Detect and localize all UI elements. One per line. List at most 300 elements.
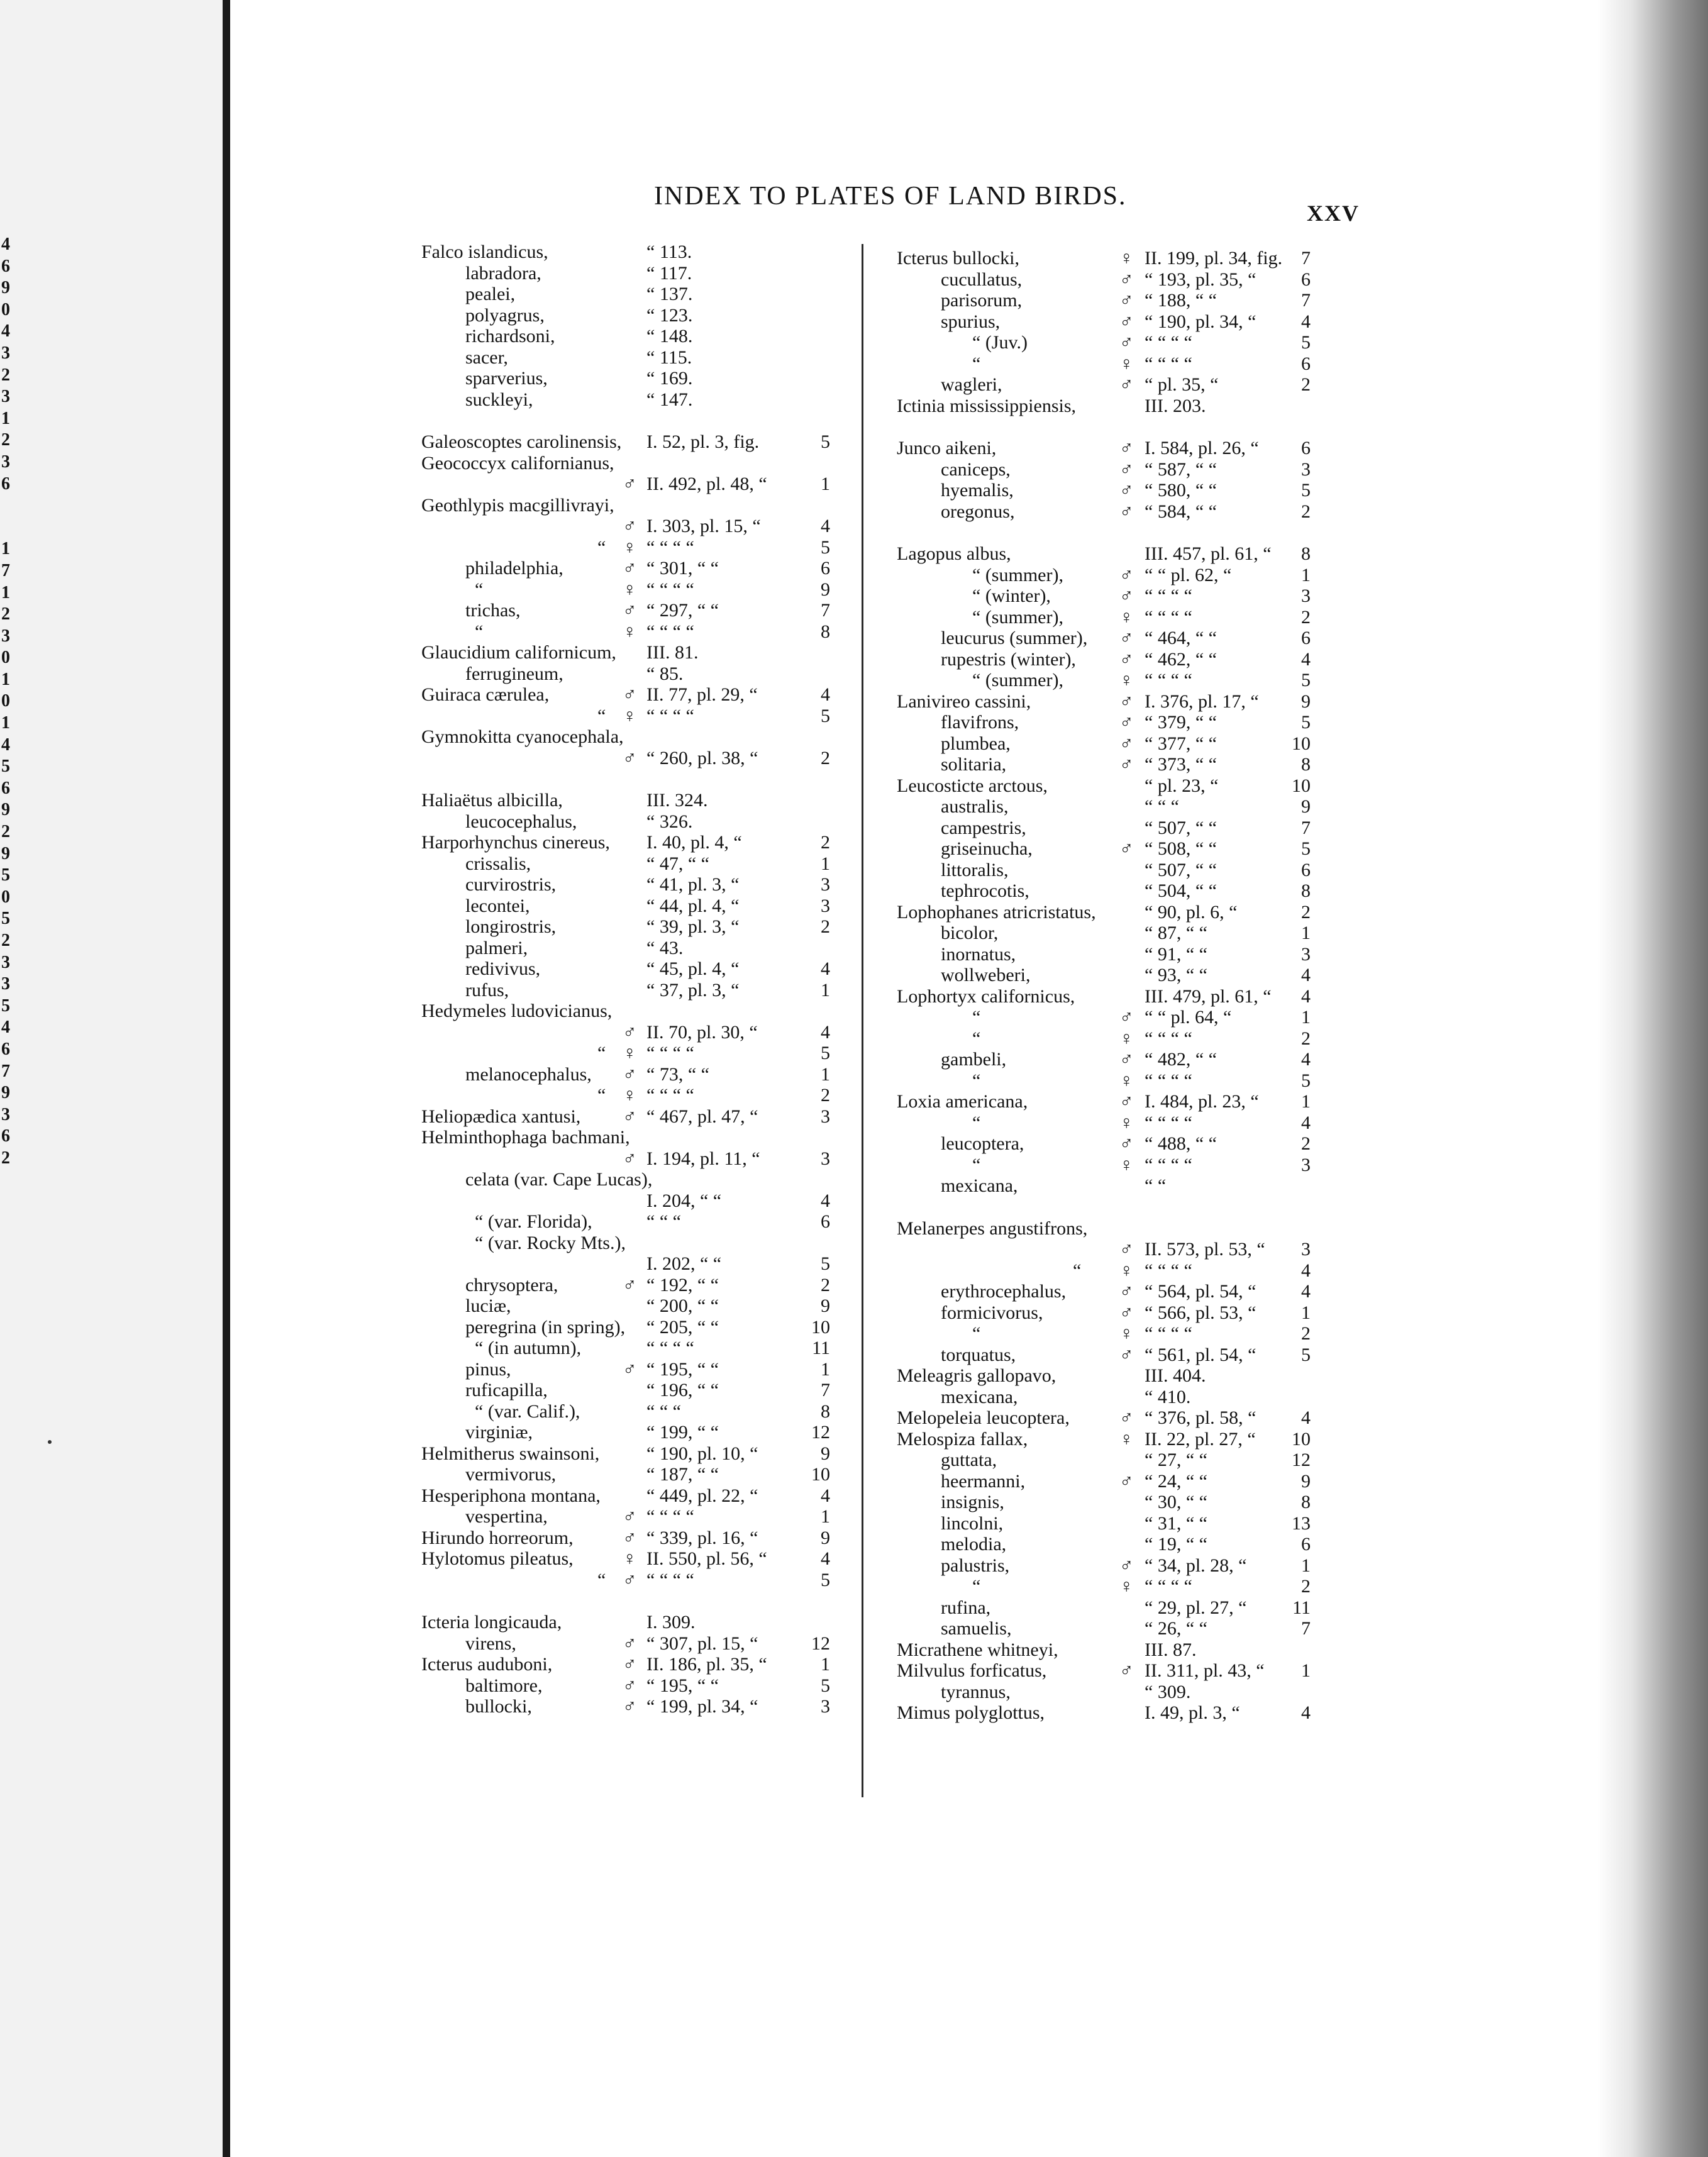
species-name: “ xyxy=(972,1576,981,1597)
figure-number: 12 xyxy=(811,1422,830,1443)
plate-reference: “ 187, “ “ xyxy=(646,1464,719,1485)
figure-number: 8 xyxy=(821,621,830,642)
spine-number: 1 xyxy=(1,539,10,559)
plate-reference: “ “ “ “ xyxy=(1145,332,1192,353)
figure-number: 2 xyxy=(1301,1133,1311,1154)
male-symbol: ♂ xyxy=(1119,311,1134,332)
plate-reference: “ 199, pl. 34, “ xyxy=(646,1696,758,1717)
index-entry xyxy=(865,733,1343,755)
plate-reference: “ 195, “ “ xyxy=(646,1358,719,1380)
male-symbol: ♂ xyxy=(1119,1302,1134,1323)
species-name: Galeoscoptes carolinensis, xyxy=(421,431,622,452)
plate-reference: II. 186, pl. 35, “ xyxy=(646,1654,767,1675)
spine-number: 1 xyxy=(1,713,10,733)
plate-reference: “ 561, pl. 54, “ xyxy=(1145,1344,1256,1365)
index-entry xyxy=(384,621,862,643)
index-entry xyxy=(865,1281,1343,1302)
species-name: crissalis, xyxy=(465,853,531,874)
figure-number: 5 xyxy=(1301,1070,1311,1091)
figure-number: 5 xyxy=(1301,670,1311,690)
figure-number: 6 xyxy=(1301,1534,1311,1555)
figure-number: 5 xyxy=(1301,838,1311,859)
species-name: “ xyxy=(1073,1260,1082,1281)
index-entry xyxy=(384,1211,862,1233)
index-entry xyxy=(384,326,862,347)
species-name: pinus, xyxy=(465,1358,511,1380)
figure-number: 4 xyxy=(821,1021,830,1043)
plate-reference: III. 404. xyxy=(1145,1365,1206,1386)
figure-number: 3 xyxy=(821,1696,830,1717)
plate-reference: “ 37, pl. 3, “ xyxy=(646,979,740,1001)
species-name: Lanivireo cassini, xyxy=(897,690,1031,712)
plate-reference: “ 44, pl. 4, “ xyxy=(646,895,740,916)
figure-number: 1 xyxy=(821,853,830,874)
figure-number: 2 xyxy=(1301,1576,1311,1597)
index-entry xyxy=(384,706,862,727)
species-name: Guiraca cærulea, xyxy=(421,684,550,705)
index-entry xyxy=(384,453,862,474)
figure-number: 3 xyxy=(821,1106,830,1127)
species-name: parisorum, xyxy=(941,290,1023,311)
index-entry xyxy=(865,1112,1343,1134)
male-symbol: ♂ xyxy=(623,1021,637,1043)
index-entry xyxy=(384,1675,862,1697)
figure-number: 12 xyxy=(1292,1450,1311,1470)
figure-number: 1 xyxy=(821,1063,830,1085)
plate-reference: “ 19, “ “ xyxy=(1145,1534,1207,1555)
index-entry xyxy=(384,853,862,875)
male-symbol: ♂ xyxy=(623,1675,637,1696)
species-name: Glaucidium californicum, xyxy=(421,642,616,663)
plate-reference: “ 113. xyxy=(646,241,692,262)
species-name: richardsoni, xyxy=(465,326,555,347)
figure-number: 9 xyxy=(1301,796,1311,817)
index-entry xyxy=(865,1702,1343,1724)
male-symbol: ♂ xyxy=(623,1633,637,1654)
plate-reference: “ 43. xyxy=(646,937,684,958)
plate-reference: “ “ xyxy=(1145,1175,1167,1196)
spine-number: 4 xyxy=(1,735,10,755)
plate-reference: “ “ “ “ xyxy=(646,1569,694,1590)
figure-number: 4 xyxy=(1301,985,1311,1007)
index-entry xyxy=(865,480,1343,501)
species-name: caniceps, xyxy=(941,458,1011,480)
index-entry xyxy=(865,1534,1343,1555)
index-entry xyxy=(865,1260,1343,1282)
plate-reference: “ 373, “ “ xyxy=(1145,754,1217,775)
index-entry xyxy=(384,516,862,537)
index-entry xyxy=(865,1513,1343,1534)
plate-reference: “ 196, “ “ xyxy=(646,1380,719,1400)
figure-number: 1 xyxy=(1301,1660,1311,1681)
species-name: Mimus polyglottus, xyxy=(897,1702,1045,1723)
species-name: campestris, xyxy=(941,817,1026,838)
spine-number: 3 xyxy=(1,626,10,646)
index-entry xyxy=(384,726,862,748)
plate-reference: “ 584, “ “ xyxy=(1145,501,1217,522)
plate-reference: “ 580, “ “ xyxy=(1145,480,1217,501)
plate-reference: II. 550, pl. 56, “ xyxy=(646,1548,767,1569)
species-name: “ xyxy=(972,1323,981,1344)
male-symbol: ♂ xyxy=(1119,1470,1134,1492)
male-symbol: ♂ xyxy=(1119,374,1134,395)
index-entry xyxy=(384,1443,862,1465)
species-name: tyrannus, xyxy=(941,1681,1011,1702)
figure-number: 2 xyxy=(821,916,830,937)
figure-number: 10 xyxy=(811,1464,830,1485)
female-symbol: ♀ xyxy=(1119,1576,1134,1597)
figure-number: 8 xyxy=(821,1400,830,1422)
species-name: Micrathene whitneyi, xyxy=(897,1639,1058,1660)
species-name: polyagrus, xyxy=(465,304,545,326)
male-symbol: ♂ xyxy=(1119,690,1134,712)
index-entry xyxy=(384,1253,862,1275)
figure-number: 2 xyxy=(821,747,830,768)
species-name: sacer, xyxy=(465,347,508,368)
index-entry xyxy=(865,501,1343,523)
plate-reference: “ “ “ “ xyxy=(1145,1576,1192,1597)
plate-reference: “ 27, “ “ xyxy=(1145,1450,1207,1470)
male-symbol: ♂ xyxy=(1119,1007,1134,1028)
index-entry xyxy=(384,1001,862,1022)
index-entry xyxy=(865,1155,1343,1176)
figure-number: 1 xyxy=(1301,1091,1311,1112)
species-name: Loxia americana, xyxy=(897,1091,1028,1112)
index-entry xyxy=(865,1175,1343,1197)
figure-number: 4 xyxy=(821,958,830,979)
index-entry xyxy=(865,374,1343,396)
figure-number: 1 xyxy=(1301,1007,1311,1028)
species-name: Hesperiphona montana, xyxy=(421,1485,601,1506)
page-edge-shadow xyxy=(1597,0,1708,2157)
species-name: chrysoptera, xyxy=(465,1274,558,1295)
figure-number: 4 xyxy=(821,1485,830,1506)
index-entry xyxy=(384,558,862,579)
male-symbol: ♂ xyxy=(1119,754,1134,775)
species-name: “ (summer), xyxy=(972,564,1063,585)
male-symbol: ♂ xyxy=(623,516,637,536)
species-name: bicolor, xyxy=(941,923,999,943)
male-symbol: ♂ xyxy=(623,1569,637,1590)
species-name: Hylotomus pileatus, xyxy=(421,1548,574,1569)
plate-reference: “ 117. xyxy=(646,262,692,284)
figure-number: 1 xyxy=(821,1506,830,1527)
index-entry xyxy=(865,649,1343,670)
plate-reference: “ “ “ “ xyxy=(1145,1154,1192,1175)
male-symbol: ♂ xyxy=(623,684,637,705)
index-entry xyxy=(865,1555,1343,1577)
figure-number: 9 xyxy=(1301,690,1311,712)
species-name: “ xyxy=(597,1085,606,1106)
plate-reference: “ 377, “ “ xyxy=(1145,733,1217,754)
index-entry xyxy=(384,474,862,495)
species-name: Gymnokitta cyanocephala, xyxy=(421,726,624,747)
figure-number: 4 xyxy=(821,1190,830,1211)
figure-number: 3 xyxy=(1301,943,1311,965)
plate-reference: “ 199, “ “ xyxy=(646,1422,719,1443)
figure-number: 5 xyxy=(821,1675,830,1696)
plate-reference: “ 147. xyxy=(646,389,693,410)
index-entry xyxy=(865,1429,1343,1450)
index-entry xyxy=(865,438,1343,459)
plate-reference: “ “ “ “ xyxy=(646,621,694,642)
plate-reference: “ pl. 35, “ xyxy=(1145,374,1219,395)
plate-reference: “ 309. xyxy=(1145,1681,1191,1702)
plate-reference: I. 202, “ “ xyxy=(646,1253,722,1274)
index-column-left xyxy=(384,241,862,1717)
index-entry xyxy=(384,1190,862,1212)
figure-number: 4 xyxy=(1301,311,1311,332)
female-symbol: ♀ xyxy=(1119,1428,1134,1450)
plate-reference: “ 449, pl. 22, “ xyxy=(646,1485,758,1506)
species-name: “ (var. Calif.), xyxy=(475,1400,580,1422)
female-symbol: ♀ xyxy=(1119,248,1134,269)
spine-number: 6 xyxy=(1,474,10,494)
index-entry xyxy=(384,874,862,896)
spine-number: 2 xyxy=(1,931,10,950)
index-entry xyxy=(384,1506,862,1528)
species-name: Icteria longicauda, xyxy=(421,1612,562,1633)
plate-reference: “ 482, “ “ xyxy=(1145,1049,1217,1070)
plate-reference: “ 507, “ “ xyxy=(1145,859,1217,880)
figure-number: 4 xyxy=(821,516,830,536)
index-entry xyxy=(384,1464,862,1485)
species-name: “ xyxy=(972,353,981,374)
figure-number: 7 xyxy=(1301,248,1311,269)
plate-reference: “ 410. xyxy=(1145,1386,1191,1407)
index-entry xyxy=(865,585,1343,607)
species-name: Meleagris gallopavo, xyxy=(897,1365,1056,1386)
index-entry xyxy=(865,712,1343,733)
index-entry xyxy=(384,832,862,853)
plate-reference: “ 24, “ “ xyxy=(1145,1470,1207,1492)
figure-number: 5 xyxy=(1301,480,1311,501)
female-symbol: ♀ xyxy=(1119,670,1134,690)
male-symbol: ♂ xyxy=(623,1358,637,1380)
species-name: longirostris, xyxy=(465,916,557,937)
plate-reference: “ 195, “ “ xyxy=(646,1675,719,1696)
species-name: palmeri, xyxy=(465,937,528,958)
index-entry xyxy=(384,896,862,917)
index-entry xyxy=(384,1148,862,1170)
female-symbol: ♀ xyxy=(1119,1260,1134,1281)
species-name: virens, xyxy=(465,1633,516,1654)
figure-number: 1 xyxy=(1301,1302,1311,1323)
female-symbol: ♀ xyxy=(623,1043,637,1063)
spine-number: 9 xyxy=(1,843,10,863)
spine-number: 7 xyxy=(1,1061,10,1081)
index-entry xyxy=(865,754,1343,775)
index-entry xyxy=(865,880,1343,902)
figure-number: 9 xyxy=(821,1295,830,1316)
male-symbol: ♂ xyxy=(1119,1133,1134,1154)
facing-page-edge xyxy=(0,0,226,2157)
species-name: melanocephalus, xyxy=(465,1063,592,1085)
spine-number: 5 xyxy=(1,909,10,929)
species-name: vespertina, xyxy=(465,1506,548,1527)
plate-reference: “ 193, pl. 35, “ xyxy=(1145,269,1256,290)
species-name: Heliopædica xantusi, xyxy=(421,1106,581,1127)
species-name: bullocki, xyxy=(465,1696,532,1717)
plate-reference: “ “ “ “ xyxy=(1145,585,1192,606)
male-symbol: ♂ xyxy=(1119,332,1134,353)
species-name: “ xyxy=(597,1043,606,1063)
index-entry xyxy=(384,1548,862,1570)
index-entry xyxy=(384,284,862,305)
plate-reference: “ “ “ “ xyxy=(646,536,694,558)
page-number: XXV xyxy=(1307,201,1360,226)
plate-reference: “ 73, “ “ xyxy=(646,1063,709,1085)
index-entry xyxy=(865,1070,1343,1092)
index-entry xyxy=(384,368,862,389)
figure-number: 6 xyxy=(1301,859,1311,880)
spine-number: 7 xyxy=(1,560,10,580)
index-entry xyxy=(865,1597,1343,1619)
index-entry xyxy=(865,923,1343,944)
species-name: solitaria, xyxy=(941,754,1007,775)
plate-reference: “ 301, “ “ xyxy=(646,558,719,579)
male-symbol: ♂ xyxy=(1119,628,1134,648)
index-entry xyxy=(865,248,1343,269)
index-entry xyxy=(384,1275,862,1296)
plate-reference: “ “ “ xyxy=(646,1211,681,1232)
plate-reference: I. 49, pl. 3, “ xyxy=(1145,1702,1240,1723)
figure-number: 2 xyxy=(821,832,830,853)
species-name: oregonus, xyxy=(941,501,1015,522)
species-name: Falco islandicus, xyxy=(421,241,548,262)
species-name: leucurus (summer), xyxy=(941,628,1088,648)
index-entry xyxy=(865,1682,1343,1703)
figure-number: 3 xyxy=(1301,458,1311,480)
plate-reference: “ 326. xyxy=(646,811,693,832)
species-name: Geococcyx californianus, xyxy=(421,452,614,474)
figure-number: 4 xyxy=(1301,1702,1311,1723)
species-name: littoralis, xyxy=(941,859,1009,880)
plate-reference: “ 34, pl. 28, “ xyxy=(1145,1555,1247,1576)
plate-reference: I. 204, “ “ xyxy=(646,1190,722,1211)
figure-number: 1 xyxy=(821,1358,830,1380)
index-entry xyxy=(865,332,1343,353)
spine-number: 0 xyxy=(1,648,10,668)
male-symbol: ♂ xyxy=(623,1148,637,1169)
spine-number: 0 xyxy=(1,299,10,319)
plate-reference: “ 192, “ “ xyxy=(646,1274,719,1295)
index-entry xyxy=(384,389,862,411)
plate-reference: “ 85. xyxy=(646,663,684,684)
female-symbol: ♀ xyxy=(623,579,637,600)
figure-number: 9 xyxy=(1301,1470,1311,1492)
species-name: torquatus, xyxy=(941,1344,1016,1365)
figure-number: 5 xyxy=(821,431,830,452)
spine-number: 3 xyxy=(1,952,10,972)
plate-reference: “ 169. xyxy=(646,368,693,389)
spine-number: 3 xyxy=(1,974,10,994)
spine-number: 1 xyxy=(1,669,10,689)
plate-reference: III. 479, pl. 61, “ xyxy=(1145,985,1272,1007)
plate-reference: “ 379, “ “ xyxy=(1145,712,1217,733)
plate-reference: “ pl. 23, “ xyxy=(1145,775,1219,796)
male-symbol: ♂ xyxy=(623,474,637,494)
figure-number: 5 xyxy=(821,536,830,558)
figure-number: 1 xyxy=(1301,1555,1311,1576)
plate-reference: “ “ “ “ xyxy=(646,1085,694,1106)
plate-reference: III. 81. xyxy=(646,642,699,663)
species-name: Lophortyx californicus, xyxy=(897,985,1075,1007)
index-entry xyxy=(384,1295,862,1317)
figure-number: 8 xyxy=(1301,754,1311,775)
index-entry xyxy=(384,1633,862,1655)
female-symbol: ♀ xyxy=(1119,1154,1134,1175)
figure-number: 4 xyxy=(1301,1260,1311,1281)
figure-number: 10 xyxy=(1292,1428,1311,1450)
spine-number: 2 xyxy=(1,1148,10,1168)
index-entry xyxy=(384,642,862,663)
species-name: labradora, xyxy=(465,262,541,284)
female-symbol: ♀ xyxy=(623,1085,637,1106)
spine-number: 3 xyxy=(1,343,10,363)
species-name: luciæ, xyxy=(465,1295,511,1316)
index-entry xyxy=(865,796,1343,818)
index-entry xyxy=(384,958,862,980)
plate-reference: “ “ “ xyxy=(646,1400,681,1422)
figure-number: 5 xyxy=(821,1253,830,1274)
species-name: “ xyxy=(972,1028,981,1049)
species-name: “ xyxy=(597,536,606,558)
plate-reference: “ “ “ “ xyxy=(1145,1260,1192,1281)
index-entry xyxy=(384,1064,862,1085)
index-entry xyxy=(865,838,1343,860)
figure-number: 4 xyxy=(821,684,830,705)
index-entry xyxy=(865,902,1343,923)
species-name: “ xyxy=(972,1154,981,1175)
figure-number: 5 xyxy=(1301,1344,1311,1365)
plate-reference: “ 339, pl. 16, “ xyxy=(646,1527,758,1548)
species-name: philadelphia, xyxy=(465,558,563,579)
plate-reference: “ 29, pl. 27, “ xyxy=(1145,1597,1247,1618)
species-name: “ xyxy=(597,1569,606,1590)
plate-reference: “ 123. xyxy=(646,304,693,326)
spine-number: 6 xyxy=(1,778,10,798)
plate-reference: “ 148. xyxy=(646,326,693,347)
index-entry xyxy=(384,980,862,1001)
index-entry xyxy=(865,396,1343,417)
female-symbol: ♀ xyxy=(623,536,637,558)
plate-reference: “ 508, “ “ xyxy=(1145,838,1217,859)
figure-number: 7 xyxy=(821,1380,830,1400)
species-name: Leucosticte arctous, xyxy=(897,775,1048,796)
species-name: celata (var. Cape Lucas), xyxy=(465,1169,653,1190)
species-name: “ xyxy=(597,705,606,726)
index-entry xyxy=(865,860,1343,881)
species-name: Ictinia mississippiensis, xyxy=(897,395,1076,416)
male-symbol: ♂ xyxy=(623,1696,637,1717)
plate-reference: “ 260, pl. 38, “ xyxy=(646,747,758,768)
spine-number: 9 xyxy=(1,1083,10,1103)
figure-number: 3 xyxy=(1301,585,1311,606)
spine-number: 6 xyxy=(1,1039,10,1059)
figure-number: 3 xyxy=(1301,1154,1311,1175)
spine-number: 1 xyxy=(1,582,10,602)
male-symbol: ♂ xyxy=(1119,1049,1134,1070)
species-name: trichas, xyxy=(465,600,521,621)
index-entry xyxy=(384,347,862,369)
plate-reference: III. 324. xyxy=(646,790,708,811)
plate-reference: II. 573, pl. 53, “ xyxy=(1145,1239,1265,1260)
index-entry xyxy=(865,1618,1343,1639)
male-symbol: ♂ xyxy=(623,1106,637,1127)
species-name: baltimore, xyxy=(465,1675,543,1696)
species-name: Harporhynchus cinereus, xyxy=(421,832,610,853)
